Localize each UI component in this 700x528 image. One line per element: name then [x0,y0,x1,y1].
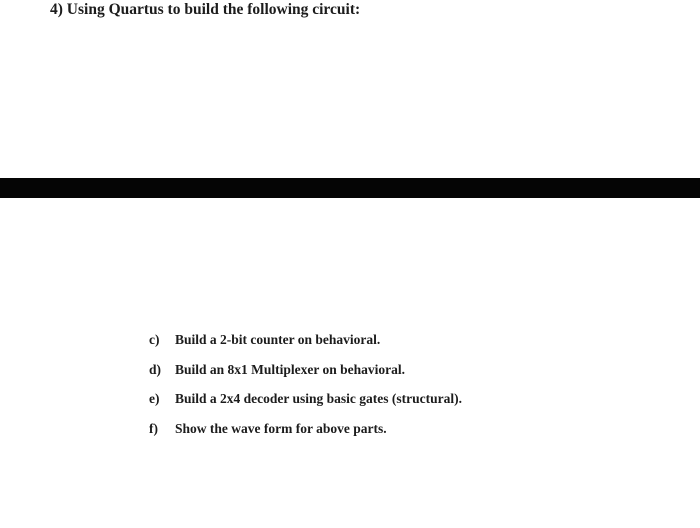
task-item-c [149,330,462,360]
task-item-f [149,419,462,449]
redaction-bar [0,178,700,198]
question-heading: 4) Using Quartus to build the following circuit: [50,1,361,18]
task-item-d [149,360,462,390]
task-marker: d) [149,361,162,377]
task-text: Build an 8x1 Multiplexer on behavioral. [175,361,406,377]
task-text: Build a 2-bit counter on behavioral. [175,332,381,347]
task-text: Show the wave form for above parts. [175,420,387,436]
task-list [149,330,462,448]
task-marker: e) [149,391,160,406]
task-marker: f) [149,420,158,436]
task-marker: c) [149,332,160,347]
task-text: Build a 2x4 decoder using basic gates (structural). [175,391,463,406]
task-item-e [149,389,462,419]
